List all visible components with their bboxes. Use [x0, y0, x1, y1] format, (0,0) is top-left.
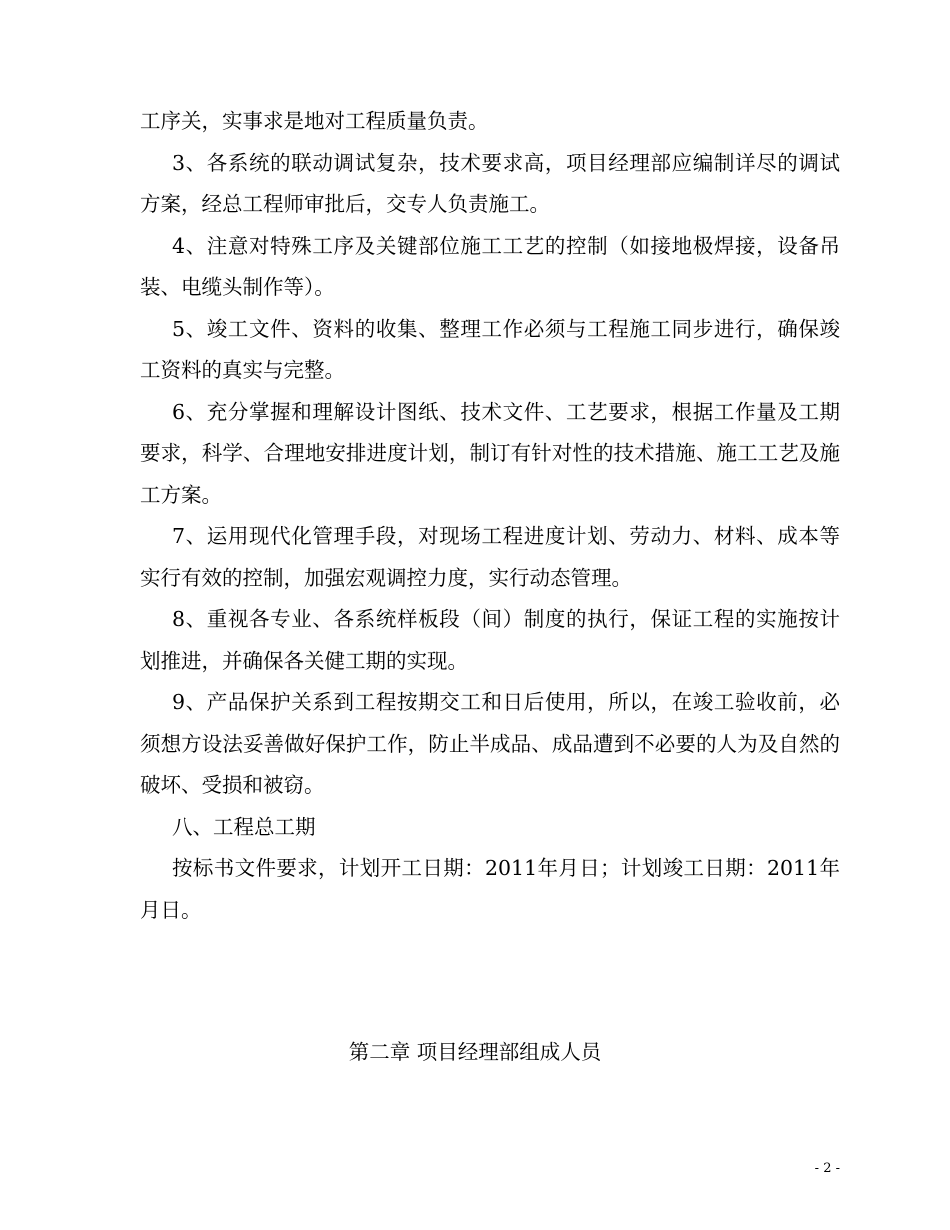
- paragraph-schedule: 按标书文件要求，计划开工日期：2011年月日；计划竣工日期：2011年月日。: [140, 856, 840, 922]
- paragraph-item-4: 4、注意对特殊工序及关键部位施工工艺的控制（如接地极焊接，设备吊装、电缆头制作等）。: [140, 233, 840, 299]
- paragraph-item-6: 6、充分掌握和理解设计图纸、技术文件、工艺要求，根据工作量及工期要求，科学、合理地安排进度计划，制订有针对性的技术措施、施工工艺及施工方案。: [140, 399, 840, 507]
- section-heading: 八、工程总工期: [172, 814, 316, 839]
- paragraph-item-3: 3、各系统的联动调试复杂，技术要求高，项目经理部应编制详尽的调试方案，经总工程师审批后，交专人负责施工。: [140, 150, 840, 216]
- paragraph-item-9: 9、产品保护关系到工程按期交工和日后使用，所以，在竣工验收前，必须想方设法妥善做好保护工作，防止半成品、成品遭到不必要的人为及自然的破坏、受损和被窃。: [140, 690, 840, 797]
- paragraph-continuation: 工序关，实事求是地对工程质量负责。: [140, 109, 489, 133]
- body-text: [140, 101, 840, 931]
- paragraph-item-8: 8、重视各专业、各系统样板段（间）制度的执行，保证工程的实施按计划推进，并确保各关健工期的实现。: [140, 607, 840, 673]
- paragraph-item-7: 7、运用现代化管理手段，对现场工程进度计划、劳动力、材料、成本等实行有效的控制，加强宏观调控力度，实行动态管理。: [140, 524, 840, 590]
- chapter-title: 第二章 项目经理部组成人员: [348, 1040, 602, 1064]
- paragraph-item-5: 5、竣工文件、资料的收集、整理工作必须与工程施工同步进行，确保竣工资料的真实与完整。: [140, 316, 840, 382]
- page-number: - 2 -: [814, 1161, 840, 1176]
